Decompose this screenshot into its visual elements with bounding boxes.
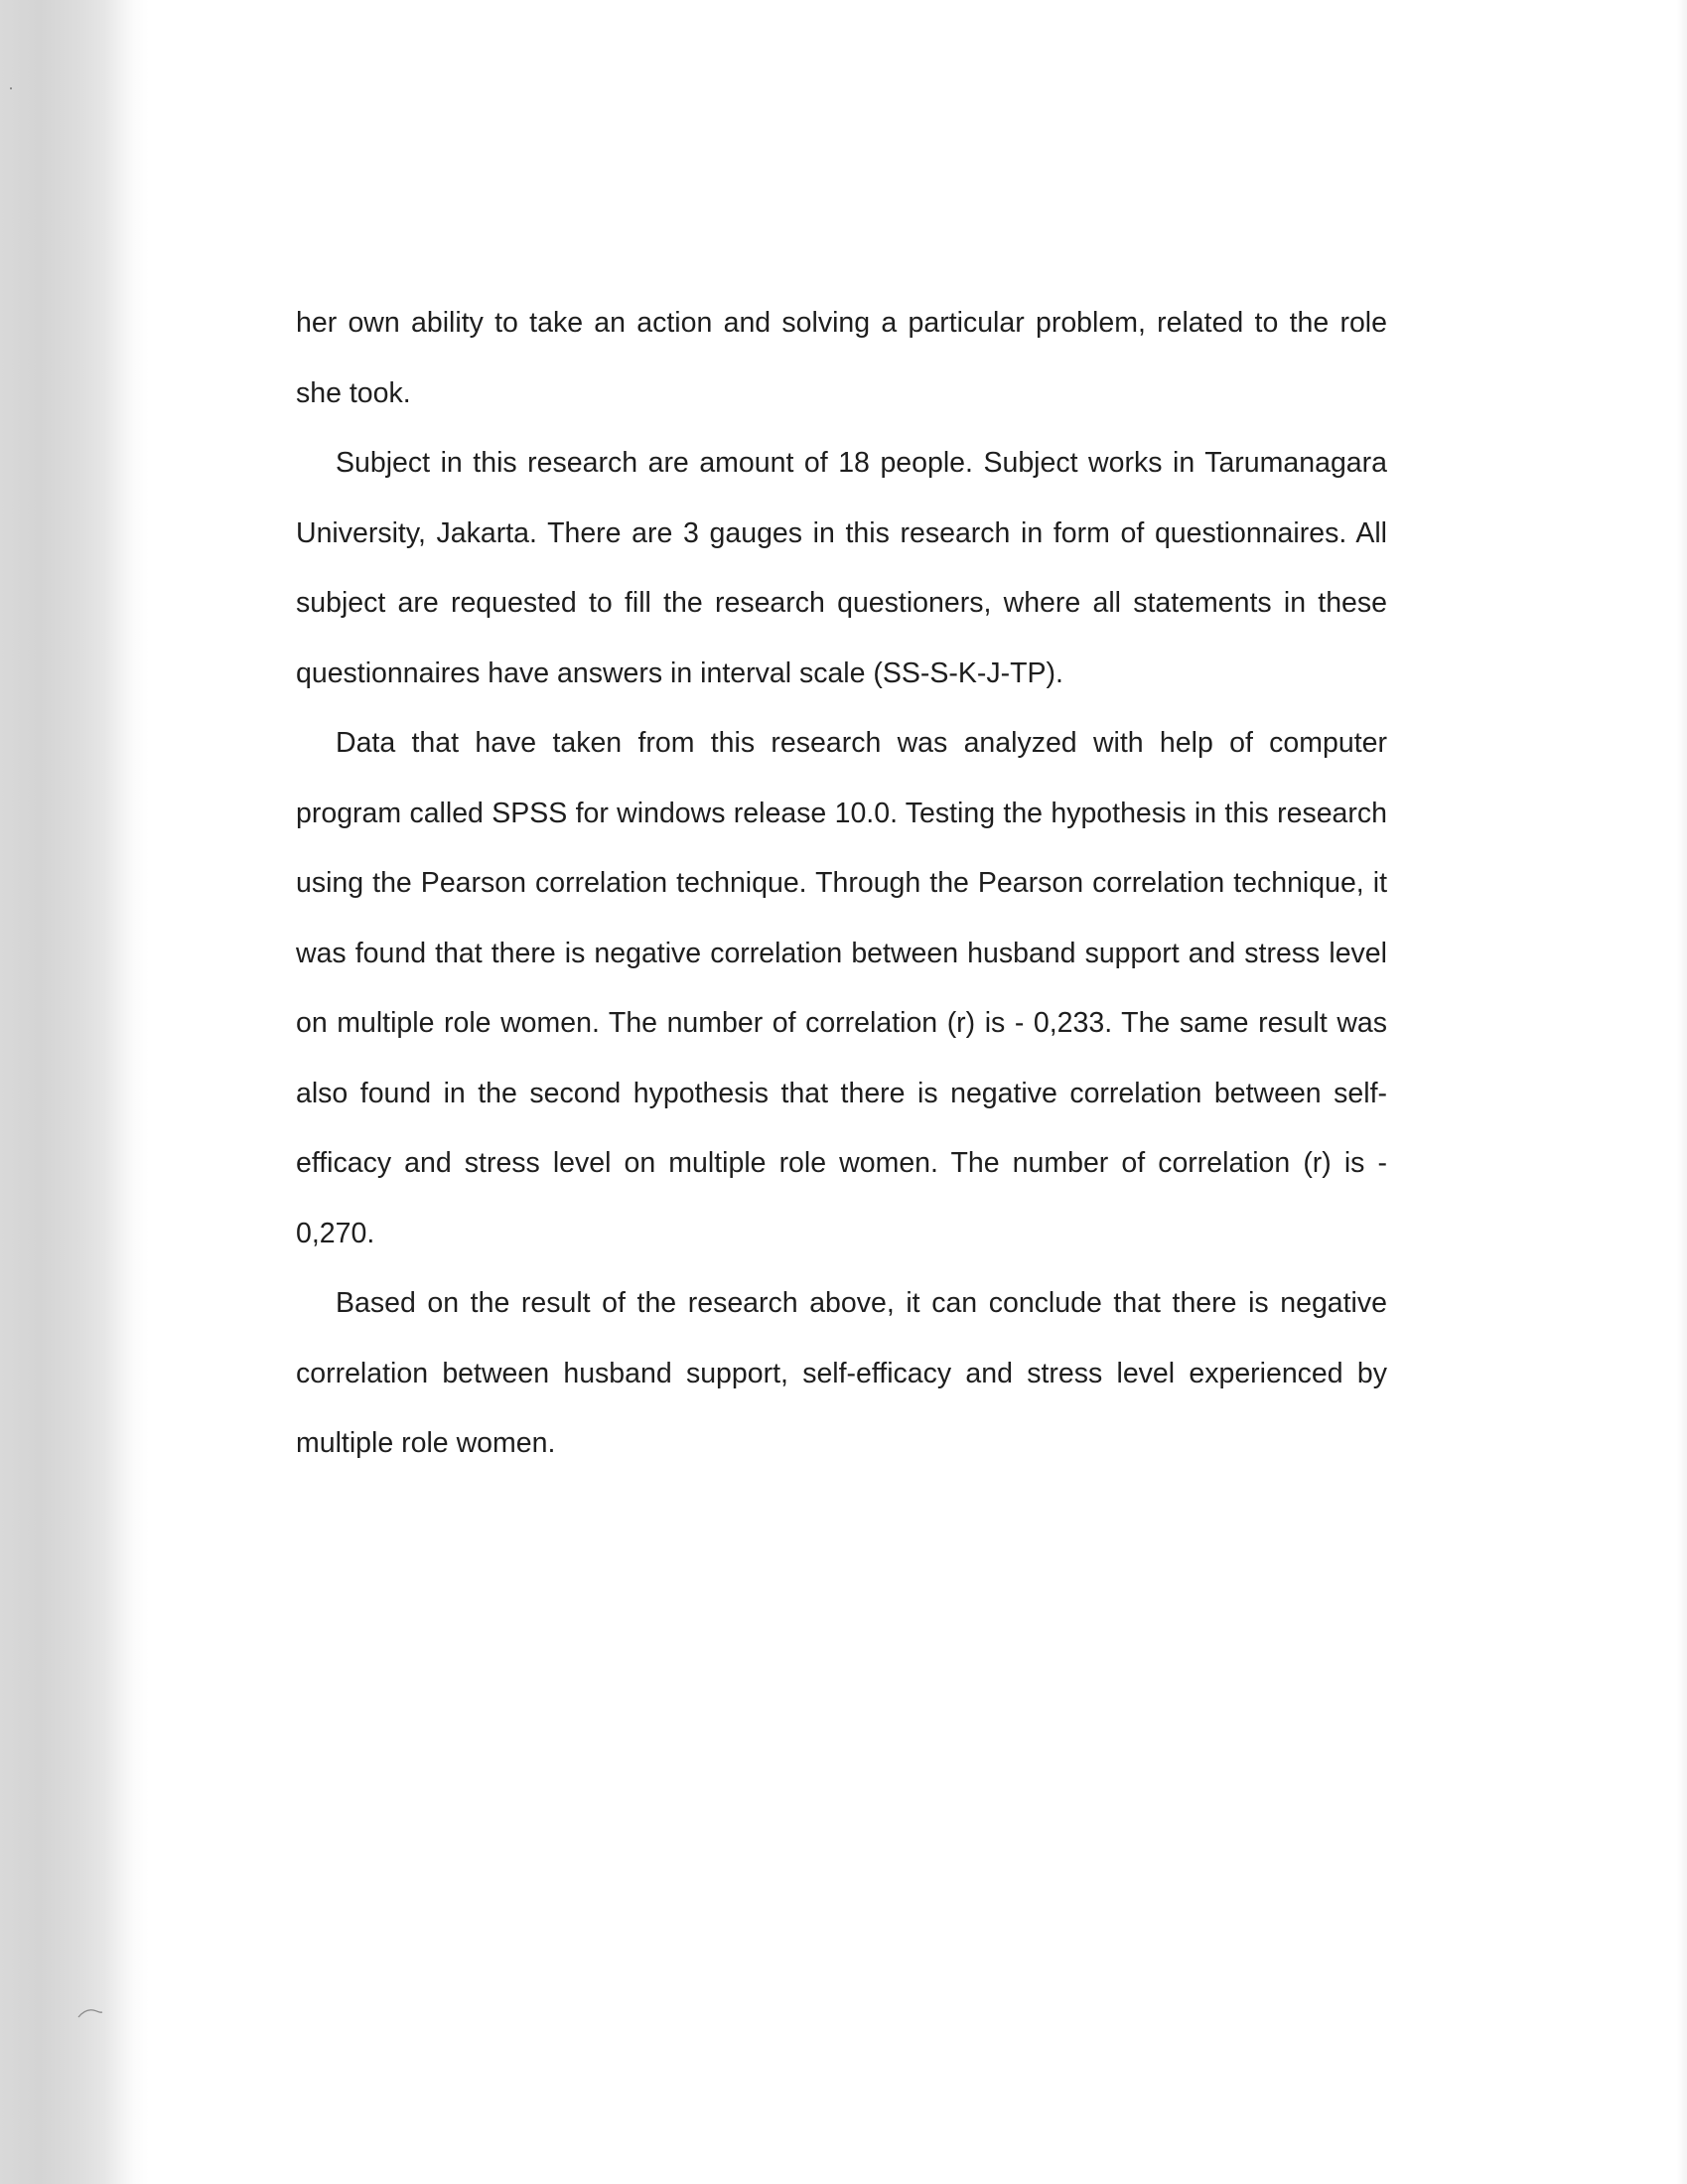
paragraph-data-analysis: Data that have taken from this research was analyzed with help of computer program called SPSS for windows release 10.0. Testing the hypothesis in this research using the Pearson correlation technique. Through the Pearson correlation technique, it was found that there is negative correlation between husband support and stress level on multiple role women. The number of correlation (r) is - 0,233. The same result was also found in the second hypothesis that there is negative correlation between self-efficacy and stress level on multiple role women. The number of correlation (r) is - 0,270. bbox=[296, 727, 1387, 1249]
paragraph-conclusion: Based on the result of the research above, it can conclude that there is negative correlation between husband support, self-efficacy and stress level experienced by multiple role women. bbox=[296, 1287, 1387, 1459]
body-text bbox=[296, 288, 1387, 1479]
binding-shadow bbox=[0, 0, 149, 2184]
paragraph-subject: Subject in this research are amount of 18 people. Subject works in Tarumanagara University, Jakarta. There are 3 gauges in this research in form of questionnaires. All subject are requested to fill the research questioners, where all statements in these questionnaires have answers in interval scale (SS-S-K-J-TP). bbox=[296, 447, 1387, 689]
pencil-mark-icon bbox=[77, 2006, 103, 2020]
paragraph-continuation: her own ability to take an action and solving a particular problem, related to the role she took. bbox=[296, 307, 1387, 409]
scan-speck bbox=[10, 87, 12, 89]
page-right-edge bbox=[1677, 0, 1687, 2184]
